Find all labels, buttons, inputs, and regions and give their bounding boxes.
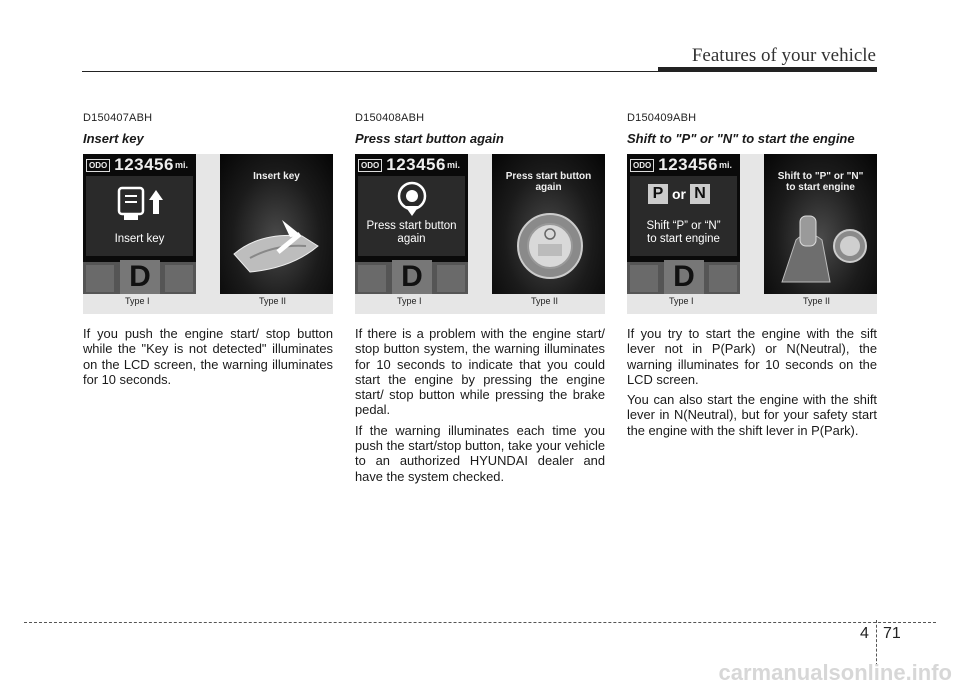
smart-key-icon <box>220 192 333 292</box>
body-paragraph: If there is a problem with the engine start/ stop button system, the warning illuminates for 10 seconds to indicate that you could start the engine by pressing the engine start/ stop button while pressing the brake pedal. <box>355 326 605 418</box>
odo-value: 123456 <box>114 155 174 174</box>
odo-value: 123456 <box>386 155 446 174</box>
n-letter: N <box>690 184 710 204</box>
odo-unit: mi. <box>718 160 732 170</box>
body-paragraph: If you push the engine start/ stop button while the "Key is not detected" illuminates on the LCD screen, the warning illuminates for 10 seconds. <box>83 326 333 387</box>
gear-indicator: D <box>664 260 704 294</box>
page-header-title: Features of your vehicle <box>691 45 876 66</box>
start-stop-button-icon <box>492 194 605 294</box>
photo-message: Insert key <box>253 171 300 182</box>
section-code: D150408ABH <box>355 112 425 124</box>
odo-label: ODO <box>86 159 110 172</box>
chapter-number: 4 <box>860 625 869 642</box>
lcd-display-type-1 <box>83 154 196 294</box>
lcd-message: Insert key <box>114 233 165 245</box>
odo-value: 123456 <box>658 155 718 174</box>
page-number: 71 <box>883 625 901 642</box>
body-paragraph: If the warning illuminates each time you push the start/stop button, take your vehicle to an authorized HYUNDAI dealer and have the system checked. <box>355 422 605 484</box>
body-paragraph: If you try to start the engine with the sift lever not in P(Park) or N(Neutral), the warning illuminates for 10 seconds on the LCD screen. <box>627 326 877 387</box>
section-title: Shift to "P" or "N" to start the engine <box>627 131 855 146</box>
cluster-photo-type-2 <box>492 154 605 294</box>
watermark: carmanualsonline.info <box>718 660 952 685</box>
section-insert-key <box>83 112 333 392</box>
type-1-label: Type I <box>669 296 694 306</box>
lcd-display-type-1 <box>355 154 468 294</box>
type-2-label: Type II <box>803 296 831 306</box>
lcd-message-area <box>358 176 465 256</box>
lcd-message-area <box>86 176 193 256</box>
figure-pair <box>627 154 877 314</box>
section-title: Insert key <box>83 131 144 146</box>
lcd-message: Shift “P” or “N” to start engine <box>646 220 721 245</box>
footer-rule <box>24 622 936 623</box>
section-title: Press start button again <box>355 131 504 146</box>
lcd-message: Press start button again <box>366 220 457 245</box>
cluster-photo-type-2 <box>764 154 877 294</box>
odo-label: ODO <box>630 159 654 172</box>
shift-lever-icon <box>764 194 877 294</box>
type-2-label: Type II <box>531 296 559 306</box>
section-code: D150407ABH <box>83 112 153 124</box>
photo-message: Press start button again <box>505 171 592 193</box>
or-word: or <box>672 186 686 202</box>
figure-pair <box>83 154 333 314</box>
odo-unit: mi. <box>174 160 188 170</box>
lcd-message-area <box>630 176 737 256</box>
cluster-photo-type-2 <box>220 154 333 294</box>
start-button-icon <box>392 180 432 220</box>
gear-indicator: D <box>392 260 432 294</box>
photo-message: Shift to "P" or "N" to start engine <box>777 171 864 193</box>
header-rule-accent <box>658 67 877 72</box>
section-press-start-again <box>355 112 605 489</box>
type-1-label: Type I <box>125 296 150 306</box>
odo-unit: mi. <box>446 160 460 170</box>
type-2-label: Type II <box>259 296 287 306</box>
key-icon <box>111 184 171 224</box>
figure-pair <box>355 154 605 314</box>
p-letter: P <box>648 184 668 204</box>
section-shift-to-p-or-n <box>627 112 877 443</box>
body-paragraph: You can also start the engine with the shift lever in N(Neutral), but for your safety start the engine with the shift lever in P(Park). <box>627 392 877 438</box>
odo-label: ODO <box>358 159 382 172</box>
gear-indicator: D <box>120 260 160 294</box>
type-1-label: Type I <box>397 296 422 306</box>
lcd-display-type-1 <box>627 154 740 294</box>
section-code: D150409ABH <box>627 112 697 124</box>
p-or-n-indicator <box>648 184 710 204</box>
